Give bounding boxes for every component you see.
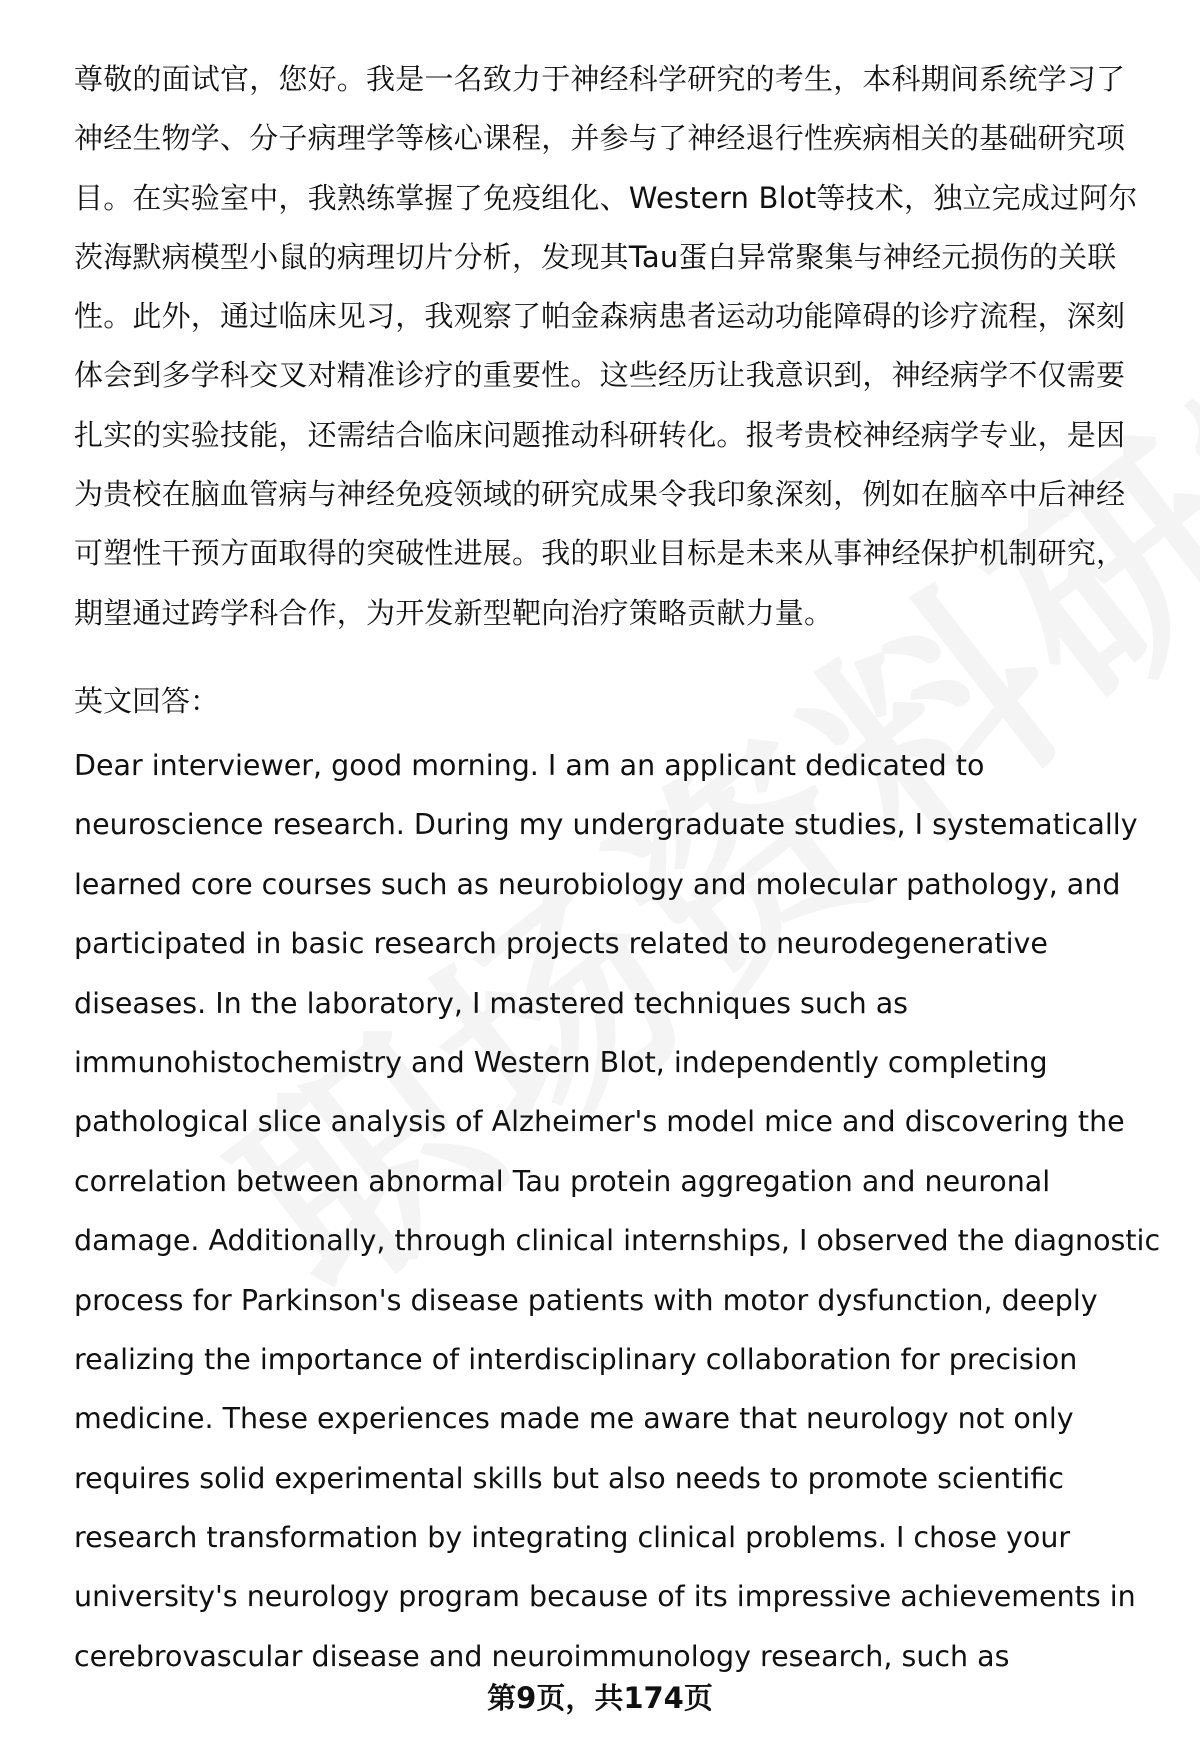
chinese-answer-line: 茨海默病模型小鼠的病理切片分析，发现其Tau蛋白异常聚集与神经元损伤的关联 [74, 239, 1117, 274]
english-answer-line: Dear interviewer, good morning. I am an applicant dedicated to [74, 749, 985, 782]
english-answer-heading: 英文回答： [74, 684, 220, 718]
chinese-answer-line: 可塑性干预方面取得的突破性进展。我的职业目标是未来从事神经保护机制研究， [74, 536, 1126, 571]
chinese-answer-line: 尊敬的面试官，您好。我是一名致力于神经科学研究的考生，本科期间系统学习了 [74, 62, 1126, 96]
chinese-answer-line: 性。此外，通过临床见习，我观察了帕金森病患者运动功能障碍的诊疗流程，深刻 [74, 299, 1126, 334]
english-answer-line: neuroscience research. During my undergraduate studies, I systematically [74, 808, 1138, 842]
english-answer-paragraph [74, 736, 1164, 1686]
english-answer-line: participated in basic research projects related to neurodegenerative [74, 927, 1048, 961]
english-answer-line: correlation between abnormal Tau protein aggregation and neuronal [74, 1164, 1051, 1198]
chinese-answer-line: 目。在实验室中，我熟练掌握了免疫组化、Western Blot等技术，独立完成过阿尔 [74, 180, 1138, 215]
english-answer-line: research transformation by integrating clinical problems. I chose your [74, 1521, 1071, 1555]
page-indicator: 第9页，共174页 [487, 1681, 713, 1715]
english-answer-line: university's neurology program because of its impressive achievements in [74, 1580, 1136, 1614]
english-answer-line: medicine. These experiences made me aware that neurology not only [74, 1402, 1074, 1436]
chinese-answer-paragraph [74, 50, 1154, 643]
english-answer-line: process for Parkinson's disease patients with motor dysfunction, deeply [74, 1283, 1098, 1317]
chinese-answer-line: 体会到多学科交叉对精准诊疗的重要性。这些经历让我意识到，神经病学不仅需要 [74, 358, 1126, 393]
chinese-answer-line: 扎实的实验技能，还需结合临床问题推动科研转化。报考贵校神经病学专业，是因 [74, 417, 1126, 452]
english-answer-line: pathological slice analysis of Alzheimer's model mice and discovering the [74, 1105, 1125, 1139]
english-answer-line: requires solid experimental skills but also needs to promote scientific [74, 1461, 1064, 1495]
english-answer-line: diseases. In the laboratory, I mastered techniques such as [74, 986, 909, 1020]
english-answer-line: realizing the importance of interdisciplinary collaboration for precision [74, 1342, 1078, 1376]
english-answer-line: cerebrovascular disease and neuroimmunology research, such as [74, 1639, 1010, 1673]
chinese-answer-line: 为贵校在脑血管病与神经免疫领域的研究成果令我印象深刻，例如在脑卒中后神经 [74, 477, 1126, 512]
english-answer-line: learned core courses such as neurobiology and molecular pathology, and [74, 867, 1121, 901]
chinese-answer-line: 期望通过跨学科合作，为开发新型靶向治疗策略贡献力量。 [74, 595, 834, 630]
english-answer-line: damage. Additionally, through clinical internships, I observed the diagnostic [74, 1224, 1161, 1258]
chinese-answer-line: 神经生物学、分子病理学等核心课程，并参与了神经退行性疾病相关的基础研究项 [74, 121, 1126, 156]
english-answer-line: immunohistochemistry and Western Blot, independently completing [74, 1045, 1048, 1079]
